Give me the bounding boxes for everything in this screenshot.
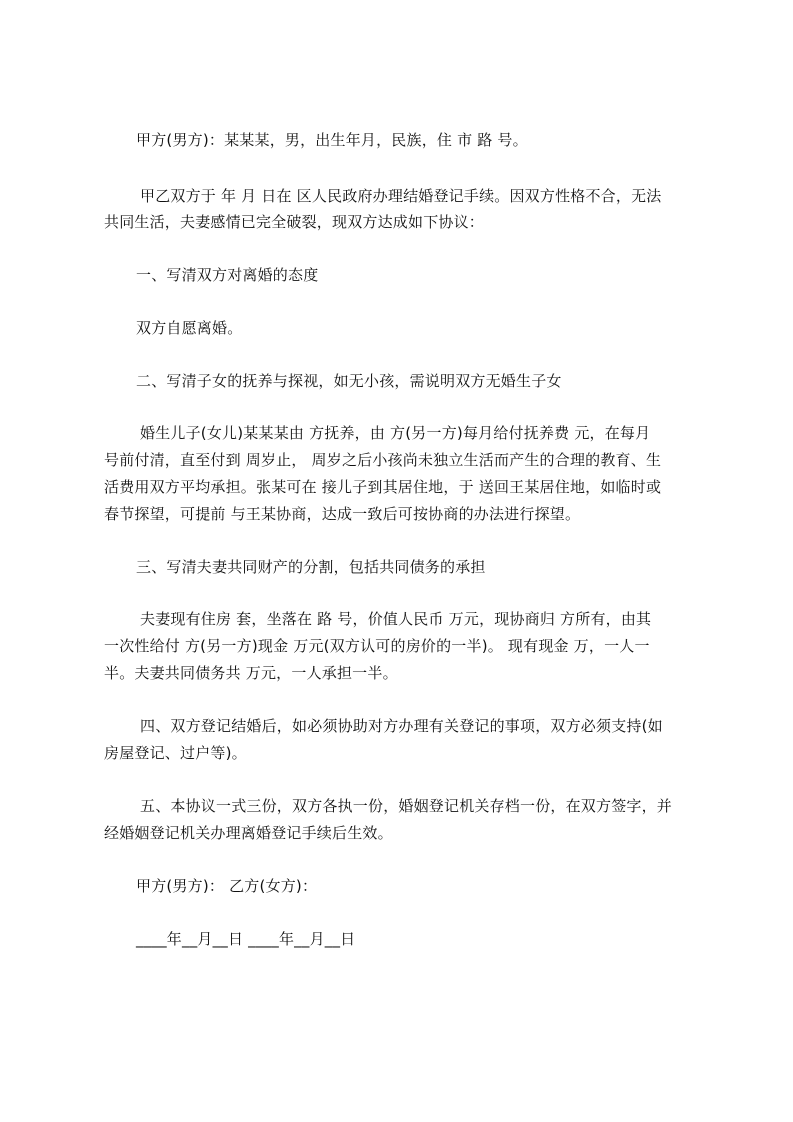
section5-line-1: 五、本协议一式三份，双方各执一份，婚姻登记机关存档一份，在双方签字，并 xyxy=(140,797,673,815)
section4-line-1: 四、双方登记结婚后，如必须协助对方办理有关登记的事项，双方必须支持(如 xyxy=(140,717,663,735)
party-info: 甲方(男方)：某某某，男，出生年月，民族，住 市 路 号。 xyxy=(136,131,528,149)
section3-title: 三、写清夫妻共同财产的分割，包括共同债务的承担 xyxy=(136,558,486,576)
section2-line-3: 活费用双方平均承担。张某可在 接儿子到其居住地，于 送回王某居住地，如临时或 xyxy=(104,478,662,496)
signature-line: 甲方(男方)： 乙方(女方)： xyxy=(136,877,318,895)
section2-line-4: 春节探望，可提前 与王某协商，达成一致后可按协商的办法进行探望。 xyxy=(104,505,581,523)
section2-line-1: 婚生儿子(女儿)某某某由 方抚养，由 方(另一方)每月给付抚养费 元，在每月 xyxy=(140,424,651,442)
section4-line-2: 房屋登记、过户等)。 xyxy=(104,744,247,762)
section2-line-2: 号前付清，直至付到 周岁止， 周岁之后小孩尚未独立生活而产生的合理的教育、生 xyxy=(104,451,662,469)
section1-title: 一、写清双方对离婚的态度 xyxy=(136,266,319,284)
section2-title: 二、写清子女的抚养与探视，如无小孩，需说明双方无婚生子女 xyxy=(136,372,562,390)
section1-body: 双方自愿离婚。 xyxy=(136,319,243,337)
intro-line-2: 共同生活，夫妻感情已完全破裂，现双方达成如下协议： xyxy=(104,213,485,231)
section3-line-1: 夫妻现有住房 套，坐落在 路 号，价值人民币 万元，现协商归 方所有，由其 xyxy=(140,610,652,628)
date-line: ____年__月__日 ____年__月__日 xyxy=(136,930,356,948)
section3-line-3: 半。夫妻共同债务共 万元，一人承担一半。 xyxy=(104,664,398,682)
section5-line-2: 经婚姻登记机关办理离婚登记手续后生效。 xyxy=(104,824,393,842)
intro-line-1: 甲乙双方于 年 月 日在 区人民政府办理结婚登记手续。因双方性格不合，无法 xyxy=(140,187,662,205)
section3-line-2: 一次性给付 方(另一方)现金 万元(双方认可的房价的一半)。 现有现金 万，一人一 xyxy=(104,637,650,655)
